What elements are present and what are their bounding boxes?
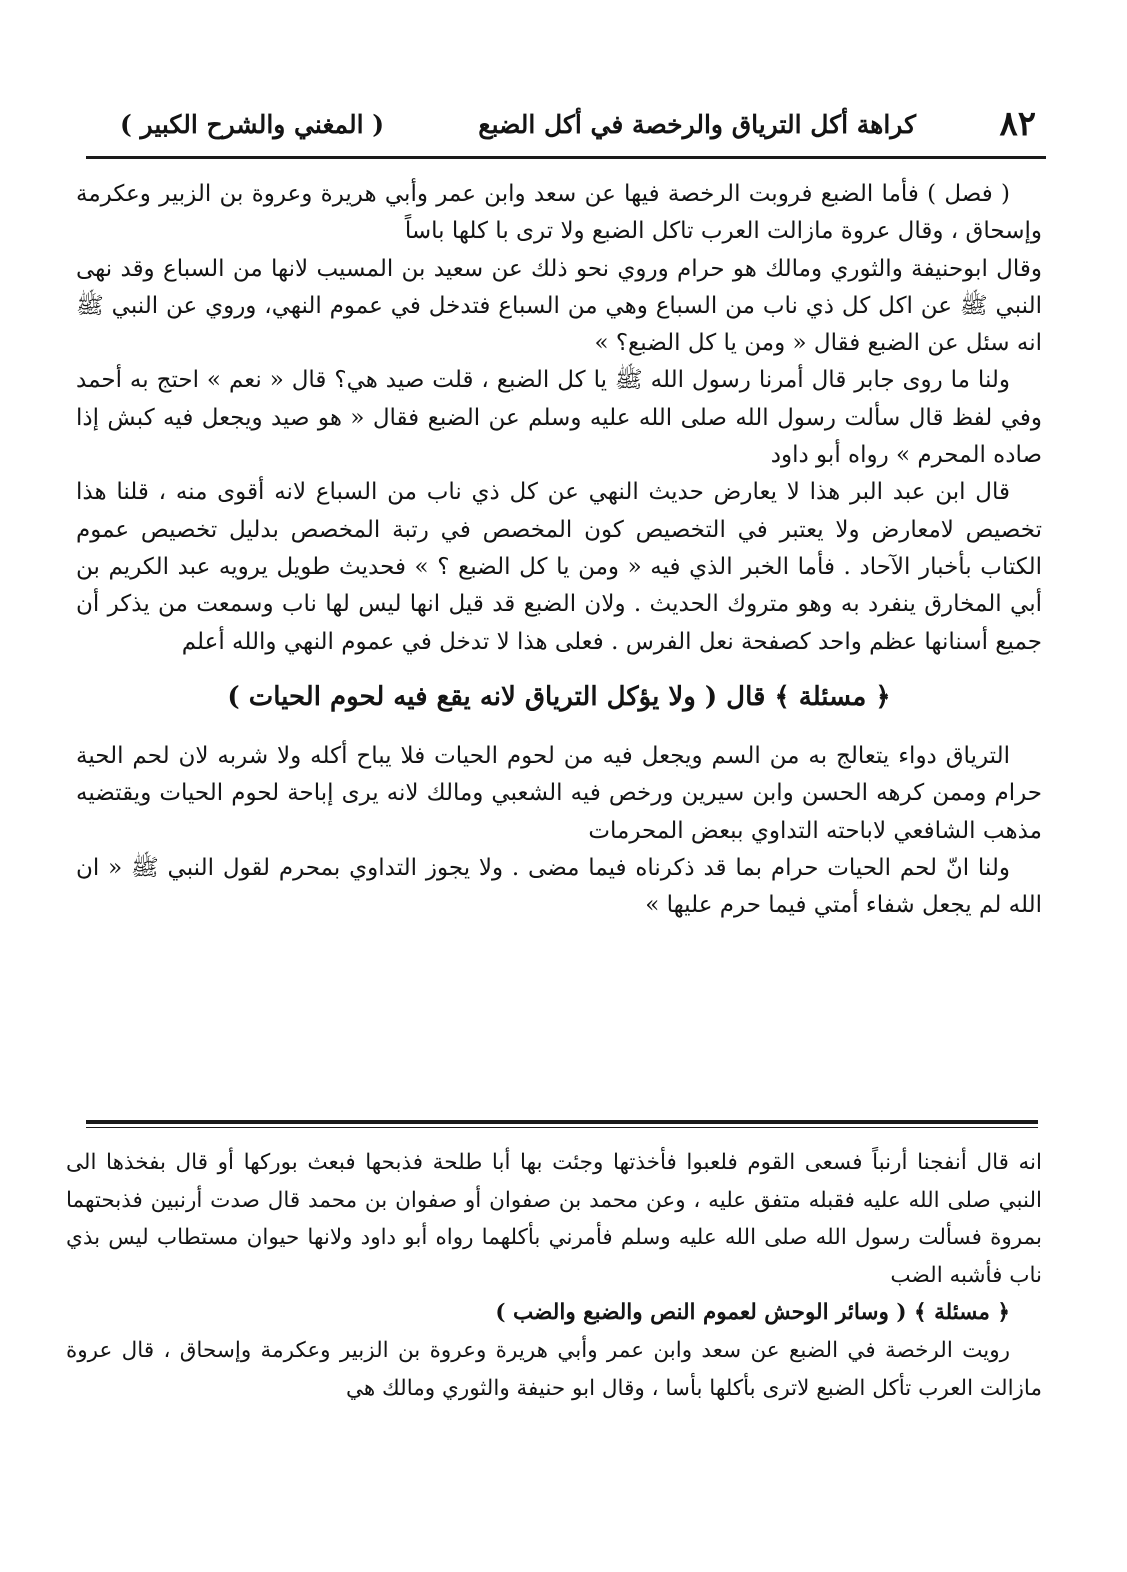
commentary-paragraph: رويت الرخصة في الضبع عن سعد وابن عمر وأبي هريرة وعروة بن الزبير وعكرمة وإسحاق ، قال عروة مازالت العرب تأكل الضبع لاترى بأكلها بأسا ، وقال ابو حنيفة والثوري ومالك هي	[66, 1337, 1042, 1401]
section-divider	[86, 1120, 1038, 1124]
page-number: ٨٢	[999, 104, 1036, 144]
main-paragraph: ولنا انّ لحم الحيات حرام بما قد ذكرناه فيما مضى . ولا يجوز التداوي بمحرم لقول النبي ﷺ « ان الله لم يجعل شفاء أمتي فيما حرم عليها »	[76, 855, 1042, 919]
main-paragraph: ولنا ما روى جابر قال أمرنا رسول الله ﷺ يا كل الضبع ، قلت صيد هي؟ قال « نعم » احتج به أحمد وفي لفظ قال سألت رسول الله صلى الله عليه وسلم عن الضبع فقال « هو صيد ويجعل فيه كبش إذا صاده المحرم » رواه أبو داود	[76, 367, 1042, 469]
main-paragraph: ( فصل ) فأما الضبع فروبت الرخصة فيها عن سعد وابن عمر وأبي هريرة وعروة بن الزبير وعكرمة وإسحاق ، وقال عروة مازالت العرب تاكل الضبع ولا ترى با كلها باساً	[76, 181, 1042, 245]
section-divider-thin	[86, 1127, 1038, 1128]
main-paragraph: الترياق دواء يتعالج به من السم ويجعل فيه من لحوم الحيات فلا يباح أكله ولا شربه لان لحم الحية حرام وممن كرهه الحسن وابن سيرين ورخص فيه الشعبي ومالك لانه يرى إباحة لحوم الحيات ويقتضيه مذهب الشافعي لاباحته التداوي ببعض المحرمات	[76, 743, 1042, 844]
main-text	[76, 176, 1042, 925]
header-rule	[86, 156, 1046, 159]
running-title: كراهة أكل الترياق والرخصة في أكل الضبع	[478, 110, 916, 139]
masala-heading: ﴿ مسئلة ﴾ قال ( ولا يؤكل الترياق لانه يقع فيه لحوم الحيات )	[227, 681, 891, 712]
main-paragraph: وقال ابوحنيفة والثوري ومالك هو حرام وروي نحو ذلك عن سعيد بن المسيب لانها من السباع وقد نهى النبي ﷺ عن اكل كل ذي ناب من السباع وهي من السباع فتدخل في عموم النهي، وروي عن النبي ﷺ انه سئل عن الضبع فقال « ومن يا كل الضبع؟ »	[76, 255, 1042, 357]
page-header	[86, 98, 1036, 156]
commentary-text	[66, 1144, 1042, 1407]
commentary-paragraph: انه قال أنفجنا أرنباً فسعى القوم فلعبوا فأخذتها وجئت بها أبا طلحة فذبحها فبعث بوركها أو قال بفخذها الى النبي صلى الله عليه فقبله متفق عليه ، وعن محمد بن صفوان أو صفوان بن محمد قال صدت أرنبين فذبحتهما بمروة فسألت رسول الله صلى الله عليه وسلم فأمرني بأكلهما رواه أبو داود ولانها حيوان مستطاب ليس بذي ناب فأشبه الضب	[66, 1150, 1042, 1288]
main-paragraph: قال ابن عبد البر هذا لا يعارض حديث النهي عن كل ذي ناب من السباع لانه أقوى منه ، قلنا هذا تخصيص لامعارض ولا يعتبر في التخصيص كون المخصص في رتبة المخصص بدليل تخصيص عموم الكتاب بأخبار الآحاد . فأما الخبر الذي فيه « ومن يا كل الضبع ؟ » فحديث طويل يرويه عبد الكريم بن أبي المخارق ينفرد به وهو متروك الحديث . ولان الضبع قد قيل انها ليس لها ناب وسمعت من يذكر أن جميع أسنانها عظم واحد كصفحة نعل الفرس . فعلى هذا لا تدخل في عموم النهي والله أعلم	[76, 479, 1042, 655]
book-title: ( المغني والشرح الكبير )	[120, 110, 385, 139]
commentary-heading: ﴿ مسئلة ﴾ ( وسائر الوحش لعموم النص والضبع والضب )	[495, 1300, 1010, 1326]
